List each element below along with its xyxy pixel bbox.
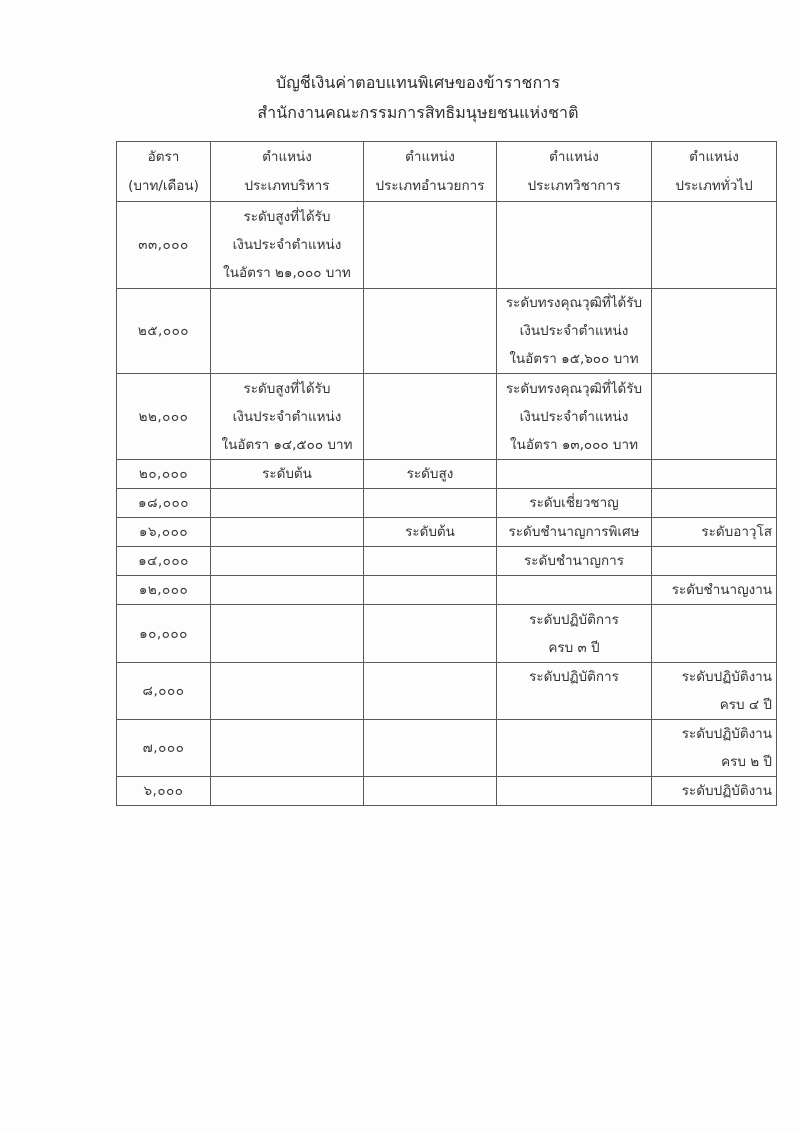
managerial-cell (364, 720, 497, 777)
rate-cell: ๒๕,๐๐๐ (117, 289, 211, 374)
rate-cell: ๑๖,๐๐๐ (117, 518, 211, 547)
academic-cell-line: เงินประจำตำแหน่ง (519, 323, 629, 339)
academic-cell-line: ระดับทรงคุณวุฒิที่ได้รับ (505, 295, 643, 311)
rate-cell: ๗,๐๐๐ (117, 720, 211, 777)
executive-cell (211, 518, 364, 547)
document-title: บัญชีเงินค่าตอบแทนพิเศษของข้าราชการ (275, 73, 561, 92)
header-managerial-line2: ประเภทอำนวยการ (375, 177, 485, 194)
executive-cell-line: เงินประจำตำแหน่ง (232, 237, 342, 253)
rate-cell: ๒๒,๐๐๐ (117, 374, 211, 460)
academic-cell-line: ระดับชำนาญการ (524, 553, 624, 569)
executive-cell (211, 489, 364, 518)
general-cell-line: ระดับปฏิบัติงาน (681, 783, 772, 799)
executive-cell (211, 289, 364, 374)
header-general (652, 142, 777, 202)
general-cell (652, 374, 777, 460)
header-general-line1: ตำแหน่ง (689, 148, 739, 165)
header-executive-line1: ตำแหน่ง (262, 148, 312, 165)
general-cell (652, 547, 777, 576)
managerial-cell (364, 374, 497, 460)
header-academic-line1: ตำแหน่ง (549, 148, 599, 165)
general-cell (652, 777, 777, 806)
general-cell-line: ระดับปฏิบัติงาน (681, 669, 772, 685)
managerial-cell (364, 289, 497, 374)
general-cell (652, 518, 777, 547)
rate-cell: ๒๐,๐๐๐ (117, 460, 211, 489)
header-managerial (364, 142, 497, 202)
academic-cell (497, 202, 652, 289)
table-row (117, 720, 777, 777)
general-cell (652, 202, 777, 289)
academic-cell (497, 720, 652, 777)
managerial-cell (364, 547, 497, 576)
managerial-cell (364, 663, 497, 720)
academic-cell (497, 518, 652, 547)
executive-cell (211, 663, 364, 720)
academic-cell (497, 777, 652, 806)
document-subtitle: สำนักงานคณะกรรมการสิทธิมนุษยชนแห่งชาติ (257, 103, 579, 122)
academic-cell (497, 547, 652, 576)
academic-cell (497, 576, 652, 605)
executive-cell (211, 202, 364, 289)
executive-cell-line: ระดับสูงที่ได้รับ (243, 209, 331, 225)
executive-cell (211, 460, 364, 489)
general-cell-line: ระดับชำนาญงาน (671, 582, 772, 598)
executive-cell (211, 374, 364, 460)
executive-cell-line: ในอัตรา ๑๔,๕๐๐ บาท (221, 436, 353, 453)
executive-cell-line: ในอัตรา ๒๑,๐๐๐ บาท (223, 265, 351, 281)
table-row (117, 518, 777, 547)
managerial-cell (364, 518, 497, 547)
executive-cell (211, 720, 364, 777)
rate-cell: ๑๘,๐๐๐ (117, 489, 211, 518)
rate-cell: ๑๒,๐๐๐ (117, 576, 211, 605)
managerial-cell (364, 777, 497, 806)
table-row (117, 374, 777, 460)
academic-cell (497, 374, 652, 460)
managerial-cell (364, 460, 497, 489)
general-cell (652, 720, 777, 777)
header-academic (497, 142, 652, 202)
general-cell (652, 605, 777, 663)
rate-cell: ๑๐,๐๐๐ (117, 605, 211, 663)
managerial-cell (364, 576, 497, 605)
general-cell (652, 663, 777, 720)
table-row (117, 576, 777, 605)
header-rate-line1: อัตรา (147, 148, 180, 165)
academic-cell (497, 460, 652, 489)
executive-cell (211, 576, 364, 605)
table-row (117, 460, 777, 489)
header-academic-line2: ประเภทวิชาการ (527, 177, 621, 194)
general-cell (652, 576, 777, 605)
managerial-cell-line: ระดับต้น (405, 524, 455, 540)
header-rate-line2: (บาท/เดือน) (128, 177, 199, 194)
managerial-cell-line: ระดับสูง (406, 466, 454, 482)
executive-cell-line: ระดับต้น (262, 466, 312, 482)
rate-cell: ๓๓,๐๐๐ (117, 202, 211, 289)
header-general-line2: ประเภททั่วไป (675, 177, 753, 194)
table-body (117, 202, 777, 806)
general-cell-line: ระดับอาวุโส (701, 524, 772, 540)
academic-cell (497, 605, 652, 663)
general-cell-line: ครบ ๒ ปี (721, 754, 772, 770)
executive-cell-line: เงินประจำตำแหน่ง (232, 408, 342, 425)
executive-cell (211, 605, 364, 663)
academic-cell-line: ระดับเชี่ยวชาญ (529, 495, 619, 511)
table-row (117, 605, 777, 663)
executive-cell-line: ระดับสูงที่ได้รับ (243, 380, 331, 397)
rate-cell: ๘,๐๐๐ (117, 663, 211, 720)
academic-cell-line: ระดับปฏิบัติการ (529, 669, 619, 685)
table-row (117, 777, 777, 806)
table-row (117, 489, 777, 518)
header-managerial-line1: ตำแหน่ง (405, 148, 455, 165)
header-rate (117, 142, 211, 202)
general-cell-line: ระดับปฏิบัติงาน (681, 726, 772, 742)
academic-cell-line: เงินประจำตำแหน่ง (519, 408, 629, 425)
academic-cell-line: ในอัตรา ๑๕,๖๐๐ บาท (509, 351, 639, 367)
managerial-cell (364, 202, 497, 289)
managerial-cell (364, 605, 497, 663)
academic-cell (497, 289, 652, 374)
academic-cell-line: ระดับทรงคุณวุฒิที่ได้รับ (505, 380, 643, 397)
general-cell (652, 489, 777, 518)
rate-cell: ๑๔,๐๐๐ (117, 547, 211, 576)
executive-cell (211, 777, 364, 806)
academic-cell-line: ระดับชำนาญการพิเศษ (508, 524, 640, 540)
academic-cell (497, 489, 652, 518)
general-cell-line: ครบ ๔ ปี (719, 697, 772, 713)
managerial-cell (364, 489, 497, 518)
general-cell (652, 460, 777, 489)
table-header-row (117, 142, 777, 202)
academic-cell-line: ในอัตรา ๑๓,๐๐๐ บาท (510, 436, 638, 453)
table-row (117, 663, 777, 720)
header-executive (211, 142, 364, 202)
table-row (117, 289, 777, 374)
general-cell (652, 289, 777, 374)
compensation-rate-table (116, 141, 777, 806)
academic-cell-line: ครบ ๓ ปี (548, 639, 600, 656)
table-row (117, 202, 777, 289)
rate-cell: ๖,๐๐๐ (117, 777, 211, 806)
executive-cell (211, 547, 364, 576)
table-row (117, 547, 777, 576)
header-executive-line2: ประเภทบริหาร (244, 177, 330, 194)
academic-cell-line: ระดับปฏิบัติการ (529, 611, 619, 628)
academic-cell (497, 663, 652, 720)
